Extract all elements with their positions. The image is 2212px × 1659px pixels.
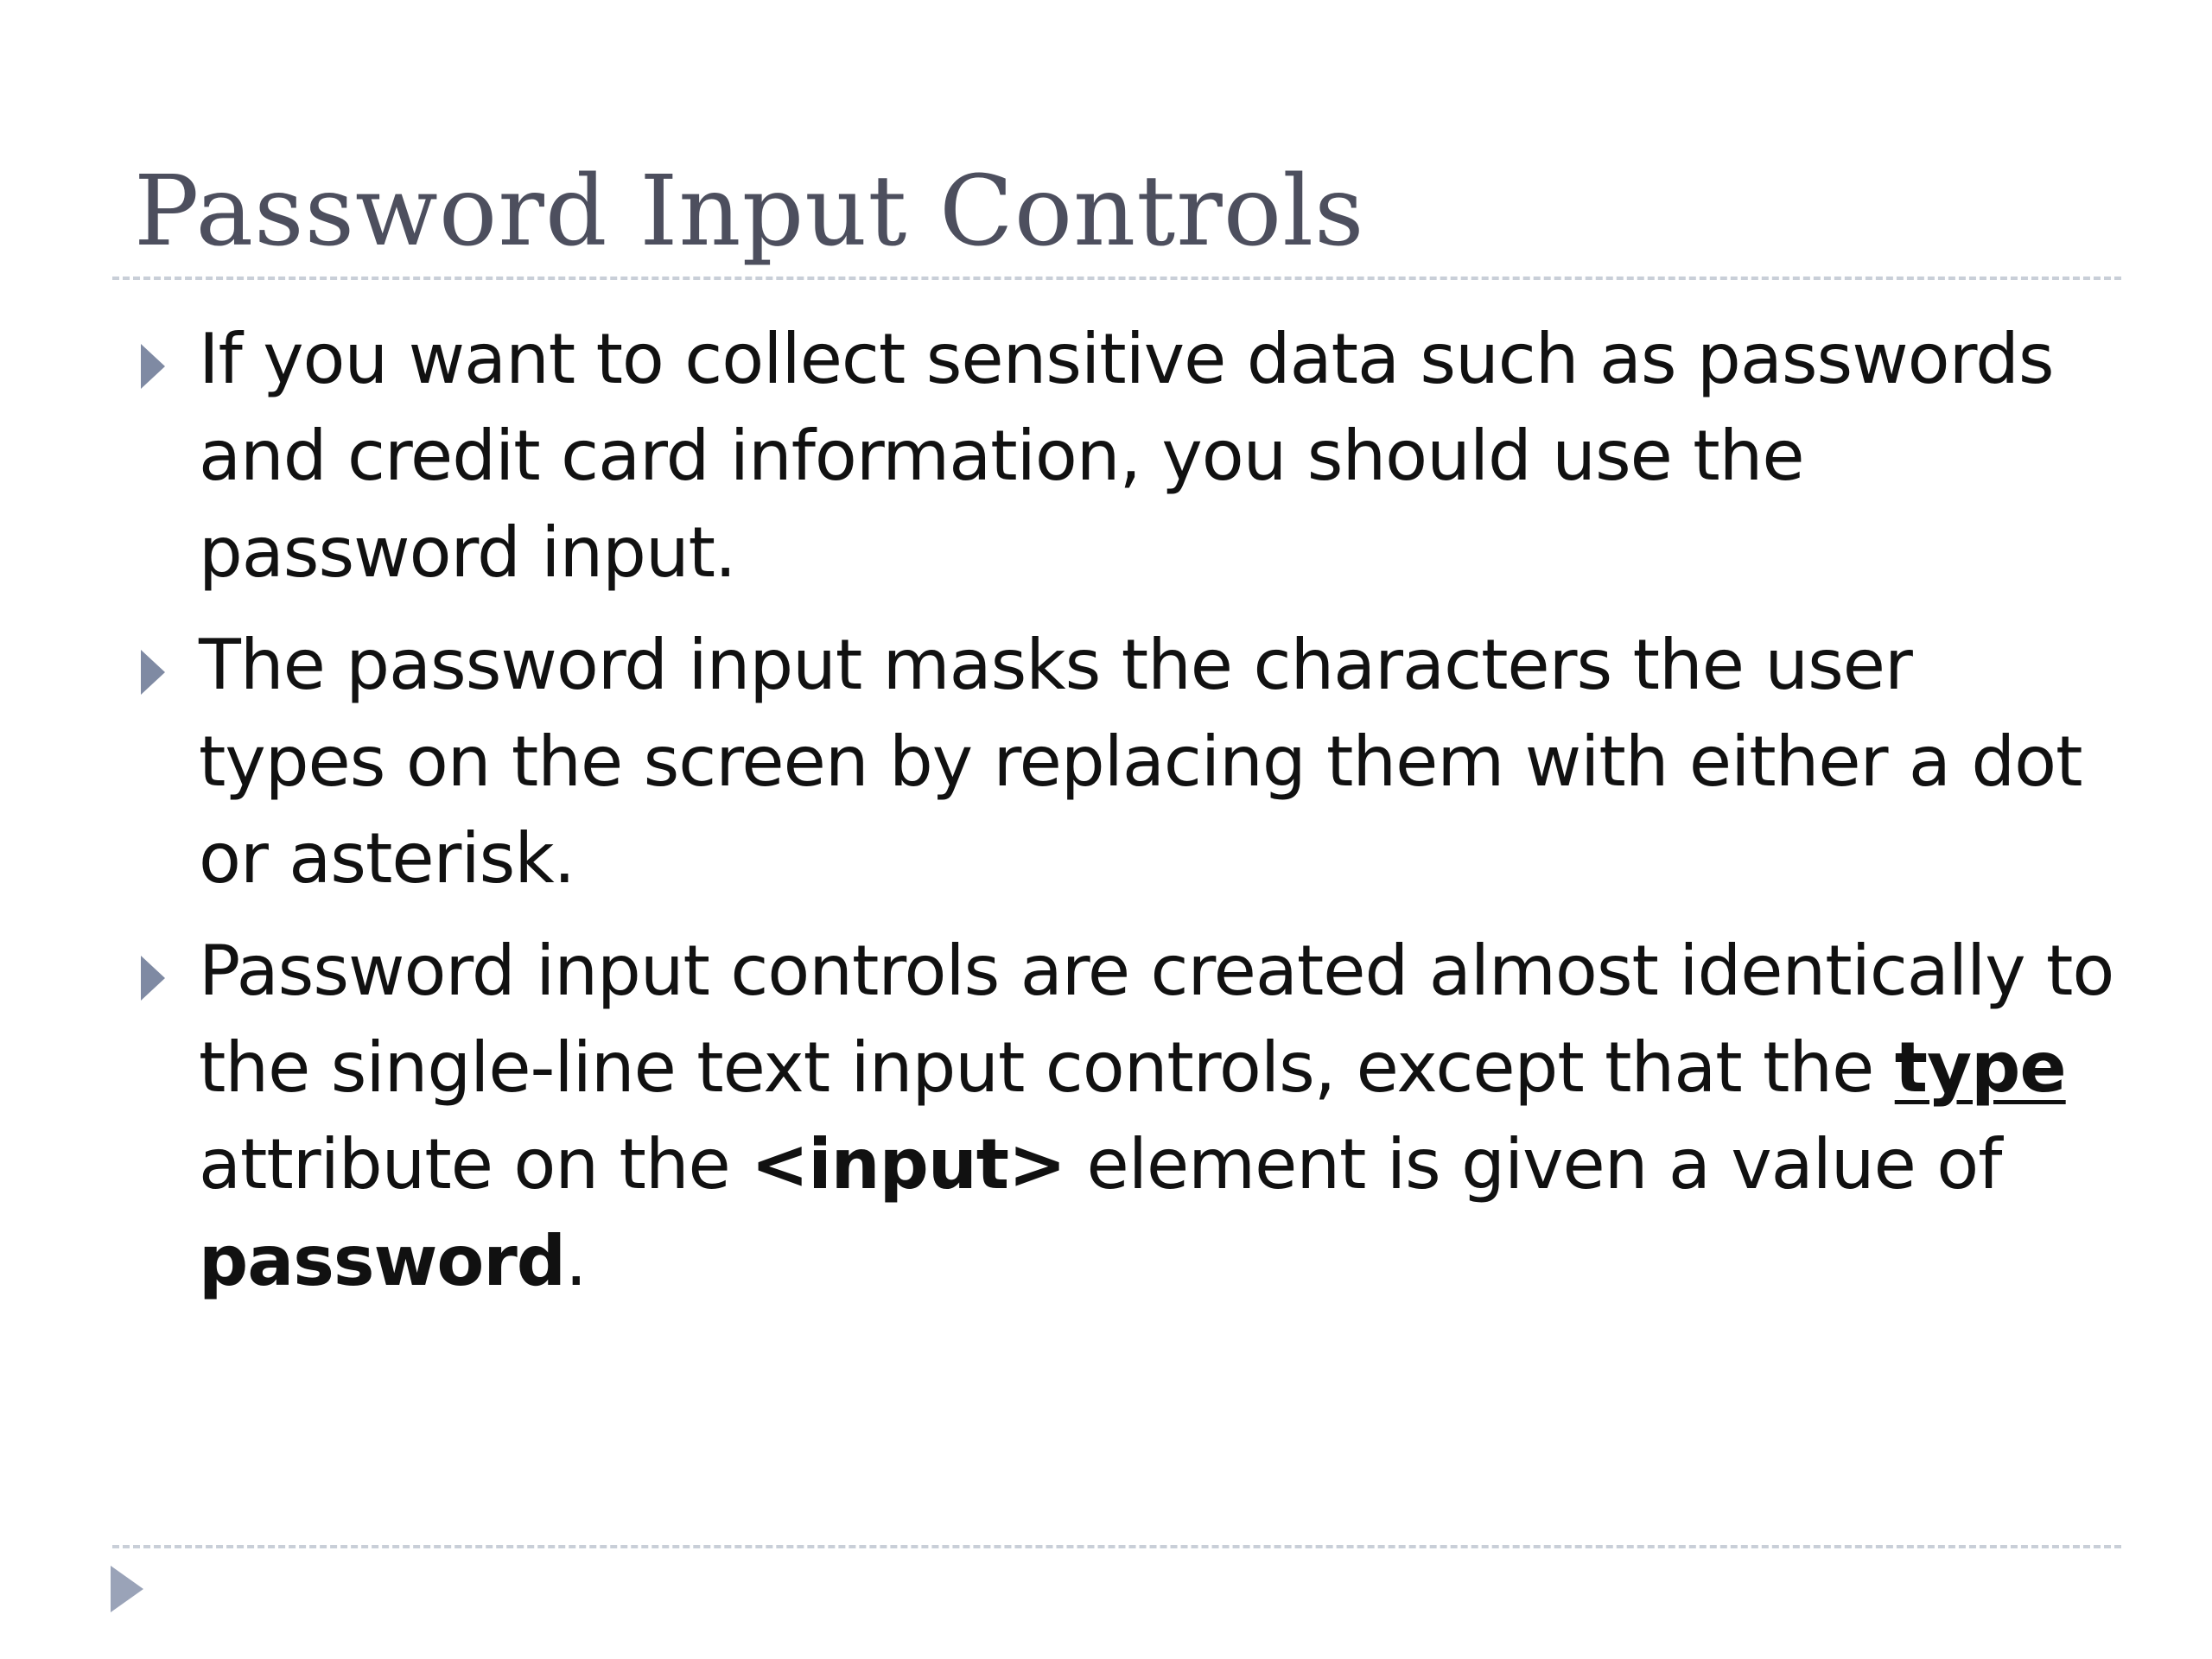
bullet-text-3-part-3: element is given a value of: [1065, 1124, 2002, 1205]
top-divider: [112, 276, 2121, 280]
bullet-item-2: [0, 617, 2117, 907]
bullet-text-3-part-4: .: [565, 1221, 587, 1301]
bullet-list: [0, 311, 2212, 1325]
triangle-right-icon: [141, 650, 165, 695]
bullet-text-1: If you want to collect sensitive data such as passwords and credit card information, you should use the password input.: [199, 319, 2054, 593]
bullet-text-3-part-1: Password input controls are created almost identically to the single-line text input controls, except that the: [199, 931, 2114, 1108]
password-keyword: password: [199, 1221, 566, 1301]
bullet-text-3-part-2: attribute on the: [199, 1124, 752, 1205]
slide-title: Password Input Controls: [134, 156, 1365, 268]
bullet-text-3: [199, 923, 2117, 1310]
triangle-right-icon: [141, 344, 165, 389]
bottom-divider: [112, 1545, 2121, 1548]
input-element-keyword: <input>: [751, 1124, 1066, 1205]
triangle-right-icon: [141, 956, 165, 1001]
bullet-item-1: [0, 311, 2117, 601]
slide-corner-arrow-icon: [111, 1566, 143, 1612]
bullet-text-2: The password input masks the characters the user types on the screen by replacing them with either a dot or asterisk.: [199, 625, 2082, 899]
type-keyword: type: [1894, 1027, 2066, 1108]
bullet-item-3: [0, 923, 2117, 1310]
